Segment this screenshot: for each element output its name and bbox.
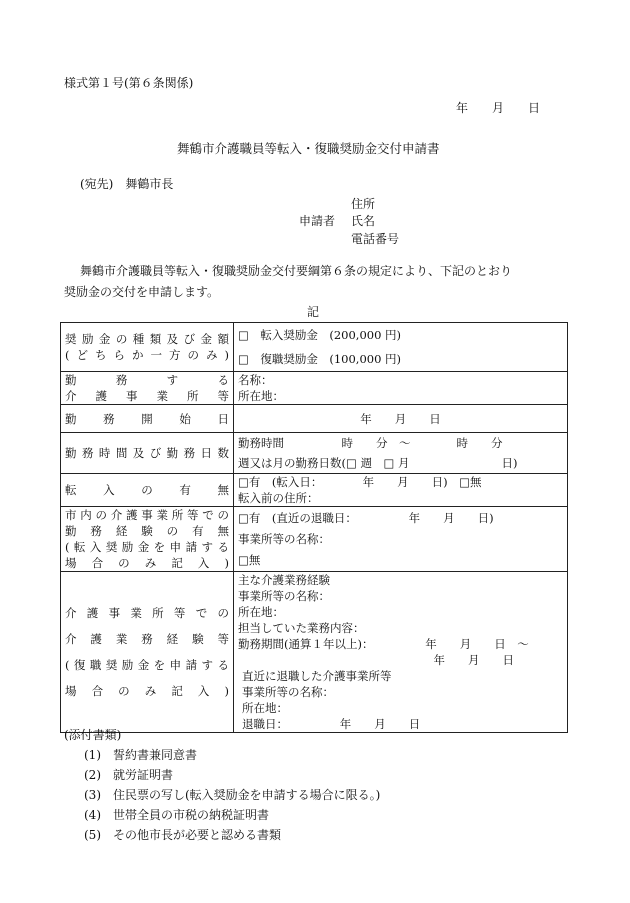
grant-type-options[interactable] (234, 323, 568, 372)
row-moving (61, 474, 568, 507)
start-date-label: 勤務開始日 (61, 405, 234, 433)
local-experience-label: 市内の介護事業所等での 勤務経験の有無 (転入奨励金を申請する 場合のみ記入) (61, 507, 234, 572)
form-number: 様式第１号(第６条関係) (64, 76, 194, 90)
local-experience-fields[interactable] (234, 507, 568, 572)
address-label: 住所 (351, 197, 376, 211)
start-date-field[interactable]: 年 月 日 (234, 405, 568, 433)
moving-fields[interactable] (234, 474, 568, 507)
row-grant-type (61, 323, 568, 372)
care-line[interactable]: 所在地： (242, 701, 288, 715)
row-care-experience (61, 572, 568, 733)
workplace-name-field[interactable]: 名称： (238, 373, 273, 387)
phone-label: 電話番号 (351, 232, 400, 246)
hours-label: 勤務時間及び勤務日数 (61, 433, 234, 474)
ki-label: 記 (307, 305, 320, 319)
workplace-fields[interactable] (234, 372, 568, 405)
application-table (60, 322, 568, 733)
care-line: 直近に退職した介護事業所等 (242, 669, 392, 683)
attachments-heading: (添付書類) (64, 728, 122, 742)
attachment-item: (2) 就労証明書 (84, 768, 173, 782)
workplace-label: 勤務する 介護事業所等 (61, 372, 234, 405)
care-experience-label: 介護事業所等での 介護業務経験等 (復職奨励金を申請する 場合のみ記入) (61, 572, 234, 733)
grant-option-return[interactable]: □ 復職奨励金 (100,000 円) (238, 352, 402, 366)
experience-no-field[interactable]: □無 (238, 553, 261, 567)
care-line[interactable]: 勤務期間(通算１年以上)： 年 月 日 ～ (238, 637, 529, 651)
date-line: 年 月 日 (456, 101, 541, 115)
moving-label: 転入の有無 (61, 474, 234, 507)
hours-fields[interactable] (234, 433, 568, 474)
attachment-item: (4) 世帯全員の市税の納税証明書 (84, 808, 269, 822)
name-label: 氏名 (351, 214, 376, 228)
attachment-item: (3) 住民票の写し(転入奨励金を申請する場合に限る。) (84, 788, 381, 802)
previous-address-field[interactable]: 転入前の住所： (238, 491, 319, 505)
work-hours-field[interactable]: 勤務時間 時 分 ～ 時 分 (238, 436, 503, 450)
addressee: (宛先) 舞鶴市長 (80, 177, 174, 191)
care-line[interactable]: 退職日： 年 月 日 (242, 717, 421, 731)
care-line[interactable]: 事業所等の名称： (238, 589, 330, 603)
care-line[interactable]: 所在地： (238, 605, 284, 619)
attachment-item: (1) 誓約書兼同意書 (84, 748, 197, 762)
care-line[interactable]: 担当していた業務内容： (238, 621, 365, 635)
row-local-experience (61, 507, 568, 572)
body-line-2: 奨励金の交付を申請します。 (64, 285, 220, 299)
moving-status-field[interactable]: □有 (転入日： 年 月 日) □無 (238, 475, 482, 489)
row-workplace (61, 372, 568, 405)
attachment-item: (5) その他市長が必要と認める書類 (84, 828, 281, 842)
work-days-field[interactable]: 週又は月の勤務日数(□ 週 □ 月 日) (238, 456, 518, 470)
grant-type-label: 奨励金の種類及び金額 (どちらか一方のみ) (61, 323, 234, 372)
care-line[interactable]: 事業所等の名称： (242, 685, 334, 699)
row-start-date (61, 405, 568, 433)
experience-yes-field[interactable]: □有 (直近の退職日： 年 月 日) (238, 511, 494, 525)
experience-company-field[interactable]: 事業所等の名称： (238, 532, 330, 546)
page-title: 舞鶴市介護職員等転入・復職奨励金交付申請書 (177, 141, 440, 156)
row-hours (61, 433, 568, 474)
care-line: 主な介護業務経験 (238, 573, 330, 587)
grant-option-transfer[interactable]: □ 転入奨励金 (200,000 円) (238, 328, 402, 342)
applicant-role-label: 申請者 (299, 214, 336, 228)
workplace-address-field[interactable]: 所在地： (238, 389, 284, 403)
care-experience-fields[interactable] (234, 572, 568, 733)
care-line[interactable]: 年 月 日 (238, 653, 514, 667)
body-line-1: 舞鶴市介護職員等転入・復職奨励金交付要綱第６条の規定により、下記のとおり (80, 264, 513, 278)
